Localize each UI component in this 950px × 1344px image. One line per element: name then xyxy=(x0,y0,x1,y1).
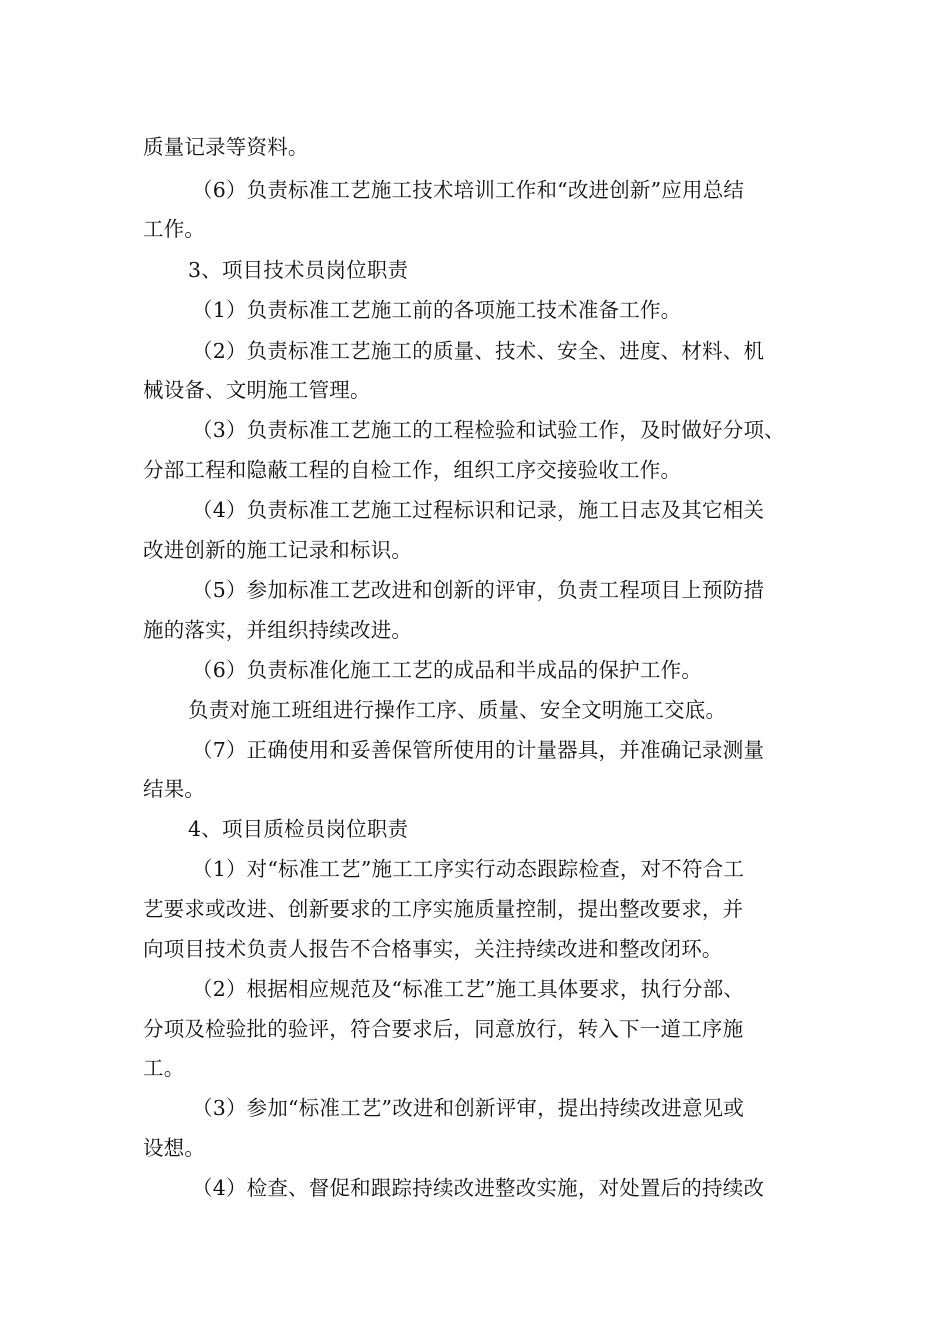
text-line-7: 械设备、文明施工管理。 xyxy=(143,378,371,402)
text-line-1: 质量记录等资料。 xyxy=(143,135,309,159)
text-line-17: 结果。 xyxy=(143,777,206,801)
text-line-5: （1）负责标准工艺施工前的各项施工技术准备工作。 xyxy=(192,298,682,322)
text-line-2: （6）负责标准工艺施工技术培训工作和“改进创新”应用总结 xyxy=(192,178,745,202)
text-line-22: （2）根据相应规范及“标准工艺”施工具体要求，执行分部、 xyxy=(192,977,745,1001)
text-line-27: （4）检查、督促和跟踪持续改进整改实施，对处置后的持续改 xyxy=(192,1176,765,1200)
text-line-25: （3）参加“标准工艺”改进和创新评审，提出持续改进意见或 xyxy=(192,1096,745,1120)
section-heading-technician: 3、项目技术员岗位职责 xyxy=(188,258,409,282)
text-line-12: （5）参加标准工艺改进和创新的评审，负责工程项目上预防措 xyxy=(192,578,765,602)
text-line-16: （7）正确使用和妥善保管所使用的计量器具，并准确记录测量 xyxy=(192,738,765,762)
text-line-20: 艺要求或改进、创新要求的工序实施质量控制，提出整改要求，并 xyxy=(143,897,744,921)
text-line-8: （3）负责标准工艺施工的工程检验和试验工作，及时做好分项、 xyxy=(192,418,785,442)
text-line-11: 改进创新的施工记录和标识。 xyxy=(143,538,413,562)
text-line-21: 向项目技术负责人报告不合格事实，关注持续改进和整改闭环。 xyxy=(143,937,723,961)
text-line-23: 分项及检验批的验评，符合要求后，同意放行，转入下一道工序施 xyxy=(143,1017,744,1041)
text-line-19: （1）对“标准工艺”施工工序实行动态跟踪检查，对不符合工 xyxy=(192,857,745,881)
section-heading-quality-inspector: 4、项目质检员岗位职责 xyxy=(188,817,409,841)
text-line-9: 分部工程和隐蔽工程的自检工作，组织工序交接验收工作。 xyxy=(143,458,682,482)
text-line-26: 设想。 xyxy=(143,1136,206,1160)
text-line-14: （6）负责标准化施工工艺的成品和半成品的保护工作。 xyxy=(192,658,703,682)
text-line-15: 负责对施工班组进行操作工序、质量、安全文明施工交底。 xyxy=(188,698,727,722)
text-line-24: 工。 xyxy=(143,1056,185,1080)
text-line-10: （4）负责标准工艺施工过程标识和记录，施工日志及其它相关 xyxy=(192,498,765,522)
text-line-13: 施的落实，并组织持续改进。 xyxy=(143,618,413,642)
text-line-6: （2）负责标准工艺施工的质量、技术、安全、进度、材料、机 xyxy=(192,339,765,363)
text-line-3: 工作。 xyxy=(143,217,206,241)
